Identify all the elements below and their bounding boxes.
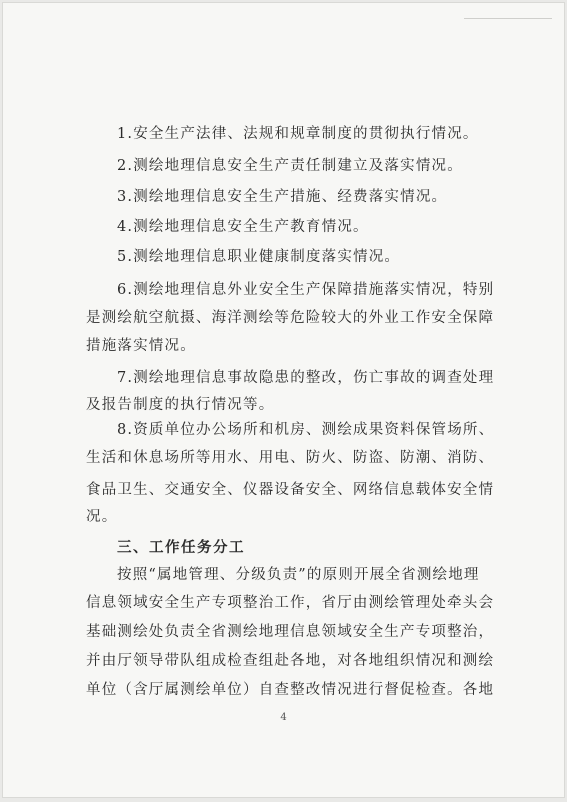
list-item-7-line-2: 及报告制度的执行情况等。 — [86, 397, 275, 413]
list-item-1: 1.安全生产法律、法规和规章制度的贯彻执行情况。 — [117, 126, 479, 142]
list-item-8-line-4: 况。 — [86, 509, 118, 525]
section-heading: 三、工作任务分工 — [117, 540, 245, 556]
paragraph-line-3: 基础测绘处负责全省测绘地理信息领域安全生产专项整治， — [86, 624, 495, 640]
document-page — [2, 2, 565, 798]
list-item-8-line-1: 8.资质单位办公场所和机房、测绘成果资料保管场所、 — [117, 422, 495, 438]
page-number: 4 — [280, 712, 287, 723]
list-item-6-line-3: 措施落实情况。 — [86, 338, 196, 354]
scan-edge-mark — [464, 18, 552, 19]
list-item-4: 4.测绘地理信息安全生产教育情况。 — [117, 219, 369, 235]
list-item-3: 3.测绘地理信息安全生产措施、经费落实情况。 — [117, 189, 448, 205]
paragraph-line-5: 单位（含厅属测绘单位）自查整改情况进行督促检查。各地 — [86, 682, 495, 698]
paragraph-line-2: 信息领域安全生产专项整治工作，省厅由测绘管理处牵头会 — [86, 595, 495, 611]
list-item-7-line-1: 7.测绘地理信息事故隐患的整改，伤亡事故的调查处理 — [117, 370, 495, 386]
list-item-8-line-2: 生活和休息场所等用水、用电、防火、防盗、防潮、消防、 — [86, 450, 495, 466]
list-item-6-line-2: 是测绘航空航摄、海洋测绘等危险较大的外业工作安全保障 — [86, 310, 495, 326]
list-item-2: 2.测绘地理信息安全生产责任制建立及落实情况。 — [117, 158, 463, 174]
list-item-6-line-1: 6.测绘地理信息外业安全生产保障措施落实情况，特别 — [117, 282, 495, 298]
paragraph-line-1: 按照“属地管理、分级负责”的原则开展全省测绘地理 — [117, 567, 480, 583]
list-item-8-line-3: 食品卫生、交通安全、仪器设备安全、网络信息载体安全情 — [86, 482, 495, 498]
list-item-5: 5.测绘地理信息职业健康制度落实情况。 — [117, 249, 401, 265]
paragraph-line-4: 并由厅领导带队组成检查组赴各地，对各地组织情况和测绘 — [86, 653, 495, 669]
